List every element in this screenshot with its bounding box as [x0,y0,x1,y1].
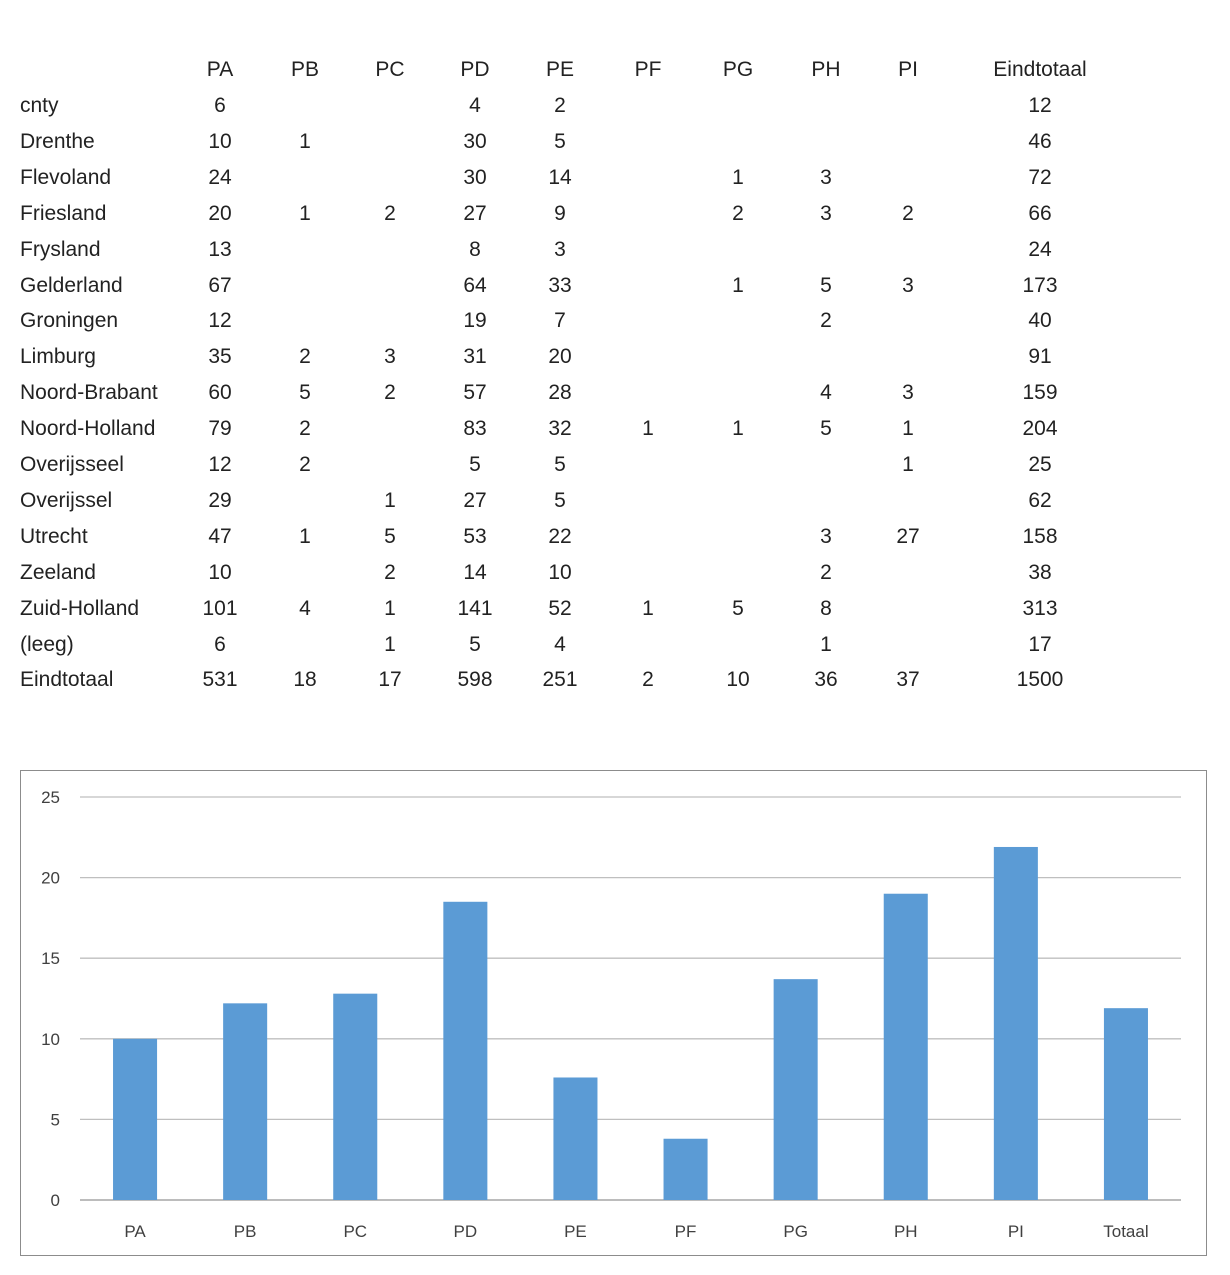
table-cell: 47 [208,524,232,548]
table-cell: 8 [469,237,481,261]
row-label: Friesland [20,201,107,225]
table-cell: 1 [732,165,744,189]
table-cell: 17 [378,668,402,692]
table-cell: 20 [548,345,572,369]
column-header-pa: PA [206,58,234,81]
table-cell: 24 [1028,237,1052,261]
table-cell: 18 [293,668,317,692]
row-label: Zeeland [20,560,96,584]
table-cell: 36 [814,668,838,692]
table-cell: 5 [469,632,481,656]
table-cell: 10 [726,668,750,692]
x-tick-label: PF [674,1222,697,1241]
table-cell: 5 [732,596,744,620]
table-cell: 2 [299,345,311,369]
x-tick-label: PH [893,1222,918,1241]
table-cell: 6 [214,94,226,117]
column-header-pd: PD [460,58,490,81]
row-label: Overijsseel [20,453,124,476]
table-cell: 37 [896,668,920,692]
column-header-pf: PF [634,58,662,81]
table-cell: 72 [1028,165,1052,189]
table-cell: 27 [463,201,487,225]
x-tick-label: Totaal [1103,1222,1149,1241]
row-label: Groningen [20,309,119,333]
column-header-pc: PC [375,58,405,81]
table-cell: 101 [202,596,238,620]
table-cell: 159 [1022,381,1058,405]
table-cell: 1500 [1016,668,1064,692]
table-cell: 60 [208,381,232,405]
row-label: Eindtotaal [20,668,114,692]
table-cell: 3 [820,524,832,548]
y-tick-label: 10 [41,1029,60,1049]
table-cell: 22 [548,524,572,548]
table-cell: 1 [299,129,311,153]
table-cell: 1 [642,596,654,620]
table-cell: 12 [1028,94,1052,117]
table-cell: 19 [463,309,487,333]
table-cell: 598 [457,668,493,692]
x-tick-label: PA [124,1222,146,1241]
table-cell: 4 [554,632,566,656]
table-cell: 28 [548,381,572,405]
column-header-eindtotaal: Eindtotaal [993,58,1087,81]
table-cell: 14 [463,560,487,584]
row-label: Frysland [20,237,101,261]
table-cell: 1 [820,632,832,656]
column-header-ph: PH [811,58,841,81]
table-cell: 4 [469,94,481,117]
table-cell: 204 [1022,417,1058,441]
table-cell: 13 [208,237,232,261]
table-cell: 5 [469,453,481,476]
y-tick-label: 20 [41,868,60,888]
table-cell: 5 [554,129,566,153]
x-tick-label: PD [453,1222,478,1241]
table-cell: 2 [820,309,832,333]
table-cell: 27 [896,524,920,548]
column-header-pg: PG [722,58,754,81]
y-tick-label: 25 [41,788,60,807]
table-cell: 29 [208,488,232,512]
table-cell: 25 [1028,453,1052,476]
table-cell: 4 [299,596,311,620]
table-cell: 66 [1028,201,1052,225]
bar-totaal [1104,1008,1148,1200]
table-cell: 1 [384,596,396,620]
bar-pe [553,1077,597,1200]
table-cell: 1 [299,524,311,548]
table-cell: 531 [202,668,238,692]
table-cell: 6 [214,632,226,656]
table-cell: 7 [554,309,566,333]
bar-pa [113,1039,157,1200]
table-cell: 2 [299,453,311,476]
bar-pc [333,994,377,1200]
y-tick-label: 15 [41,949,60,969]
row-label: cnty [20,94,59,117]
bar-pi [994,847,1038,1200]
table-cell: 33 [548,273,572,297]
table-cell: 31 [463,345,487,369]
column-header-pb: PB [290,58,320,81]
table-cell: 5 [820,273,832,297]
table-cell: 3 [820,165,832,189]
row-label: Zuid-Holland [20,596,140,620]
bar-pg [774,979,818,1200]
table-cell: 158 [1022,524,1058,548]
table-cell: 30 [463,165,487,189]
row-label: Gelderland [20,273,123,297]
table-cell: 10 [208,129,232,153]
table-cell: 1 [902,453,914,476]
row-label: Limburg [20,345,96,369]
table-cell: 3 [554,237,566,261]
table-cell: 67 [208,273,232,297]
table-cell: 3 [902,273,914,297]
table-cell: 5 [299,381,311,405]
row-label: Noord-Holland [20,417,156,441]
bar-pd [443,902,487,1200]
table-cell: 2 [820,560,832,584]
table-cell: 35 [208,345,232,369]
column-header-pi: PI [898,58,918,81]
table-cell: 2 [384,560,396,584]
table-cell: 2 [299,417,311,441]
table-cell: 1 [642,417,654,441]
table-cell: 57 [463,381,487,405]
table-cell: 5 [554,488,566,512]
x-tick-label: PC [343,1222,368,1241]
table-cell: 1 [732,417,744,441]
table-cell: 91 [1028,345,1052,369]
table-cell: 5 [554,453,566,476]
table-cell: 1 [299,201,311,225]
table-cell: 5 [384,524,396,548]
table-cell: 62 [1028,488,1052,512]
table-cell: 53 [463,524,487,548]
bar-ph [884,894,928,1200]
table-cell: 46 [1028,129,1052,153]
table-cell: 27 [463,488,487,512]
table-cell: 10 [208,560,232,584]
row-label: Flevoland [20,165,112,189]
table-cell: 4 [820,381,832,405]
table-cell: 3 [820,201,832,225]
table-cell: 5 [820,417,832,441]
table-cell: 2 [384,381,396,405]
table-cell: 52 [548,596,572,620]
table-cell: 14 [548,165,572,189]
table-cell: 10 [548,560,572,584]
table-cell: 38 [1028,560,1052,584]
table-cell: 251 [542,668,578,692]
row-label: (leeg) [20,632,74,656]
table-cell: 79 [208,417,232,441]
table-cell: 1 [384,632,396,656]
row-label: Utrecht [20,524,88,548]
table-cell: 32 [548,417,572,441]
y-tick-label: 0 [50,1191,60,1210]
table-cell: 2 [554,94,566,117]
x-tick-label: PG [783,1222,808,1241]
x-tick-label: PI [1007,1222,1024,1241]
table-cell: 3 [384,345,396,369]
table-cell: 2 [732,201,744,225]
bar-chart [20,770,1207,1256]
table-cell: 313 [1022,596,1058,620]
table-cell: 1 [384,488,396,512]
y-tick-label: 5 [50,1110,60,1130]
row-label: Overijssel [20,488,113,512]
bar-chart-svg [21,771,1206,1255]
table-cell: 2 [384,201,396,225]
table-cell: 1 [732,273,744,297]
x-tick-label: PB [233,1222,257,1241]
bar-pb [223,1003,267,1200]
row-label: Drenthe [20,129,95,153]
table-cell: 17 [1028,632,1052,656]
table-cell: 30 [463,129,487,153]
table-cell: 83 [463,417,487,441]
table-cell: 9 [554,201,566,225]
table-cell: 2 [902,201,914,225]
table-cell: 20 [208,201,232,225]
table-cell: 1 [902,417,914,441]
table-cell: 12 [208,309,232,333]
table-cell: 173 [1022,273,1058,297]
table-cell: 2 [642,668,654,692]
table-cell: 64 [463,273,487,297]
bar-pf [664,1139,708,1200]
table-cell: 3 [902,381,914,405]
table-cell: 8 [820,596,832,620]
table-cell: 141 [457,596,493,620]
table-cell: 24 [208,165,232,189]
table-cell: 12 [208,453,232,476]
table-cell: 40 [1028,309,1052,333]
x-tick-label: PE [564,1222,587,1241]
row-label: Noord-Brabant [20,381,158,405]
column-header-pe: PE [545,58,575,81]
